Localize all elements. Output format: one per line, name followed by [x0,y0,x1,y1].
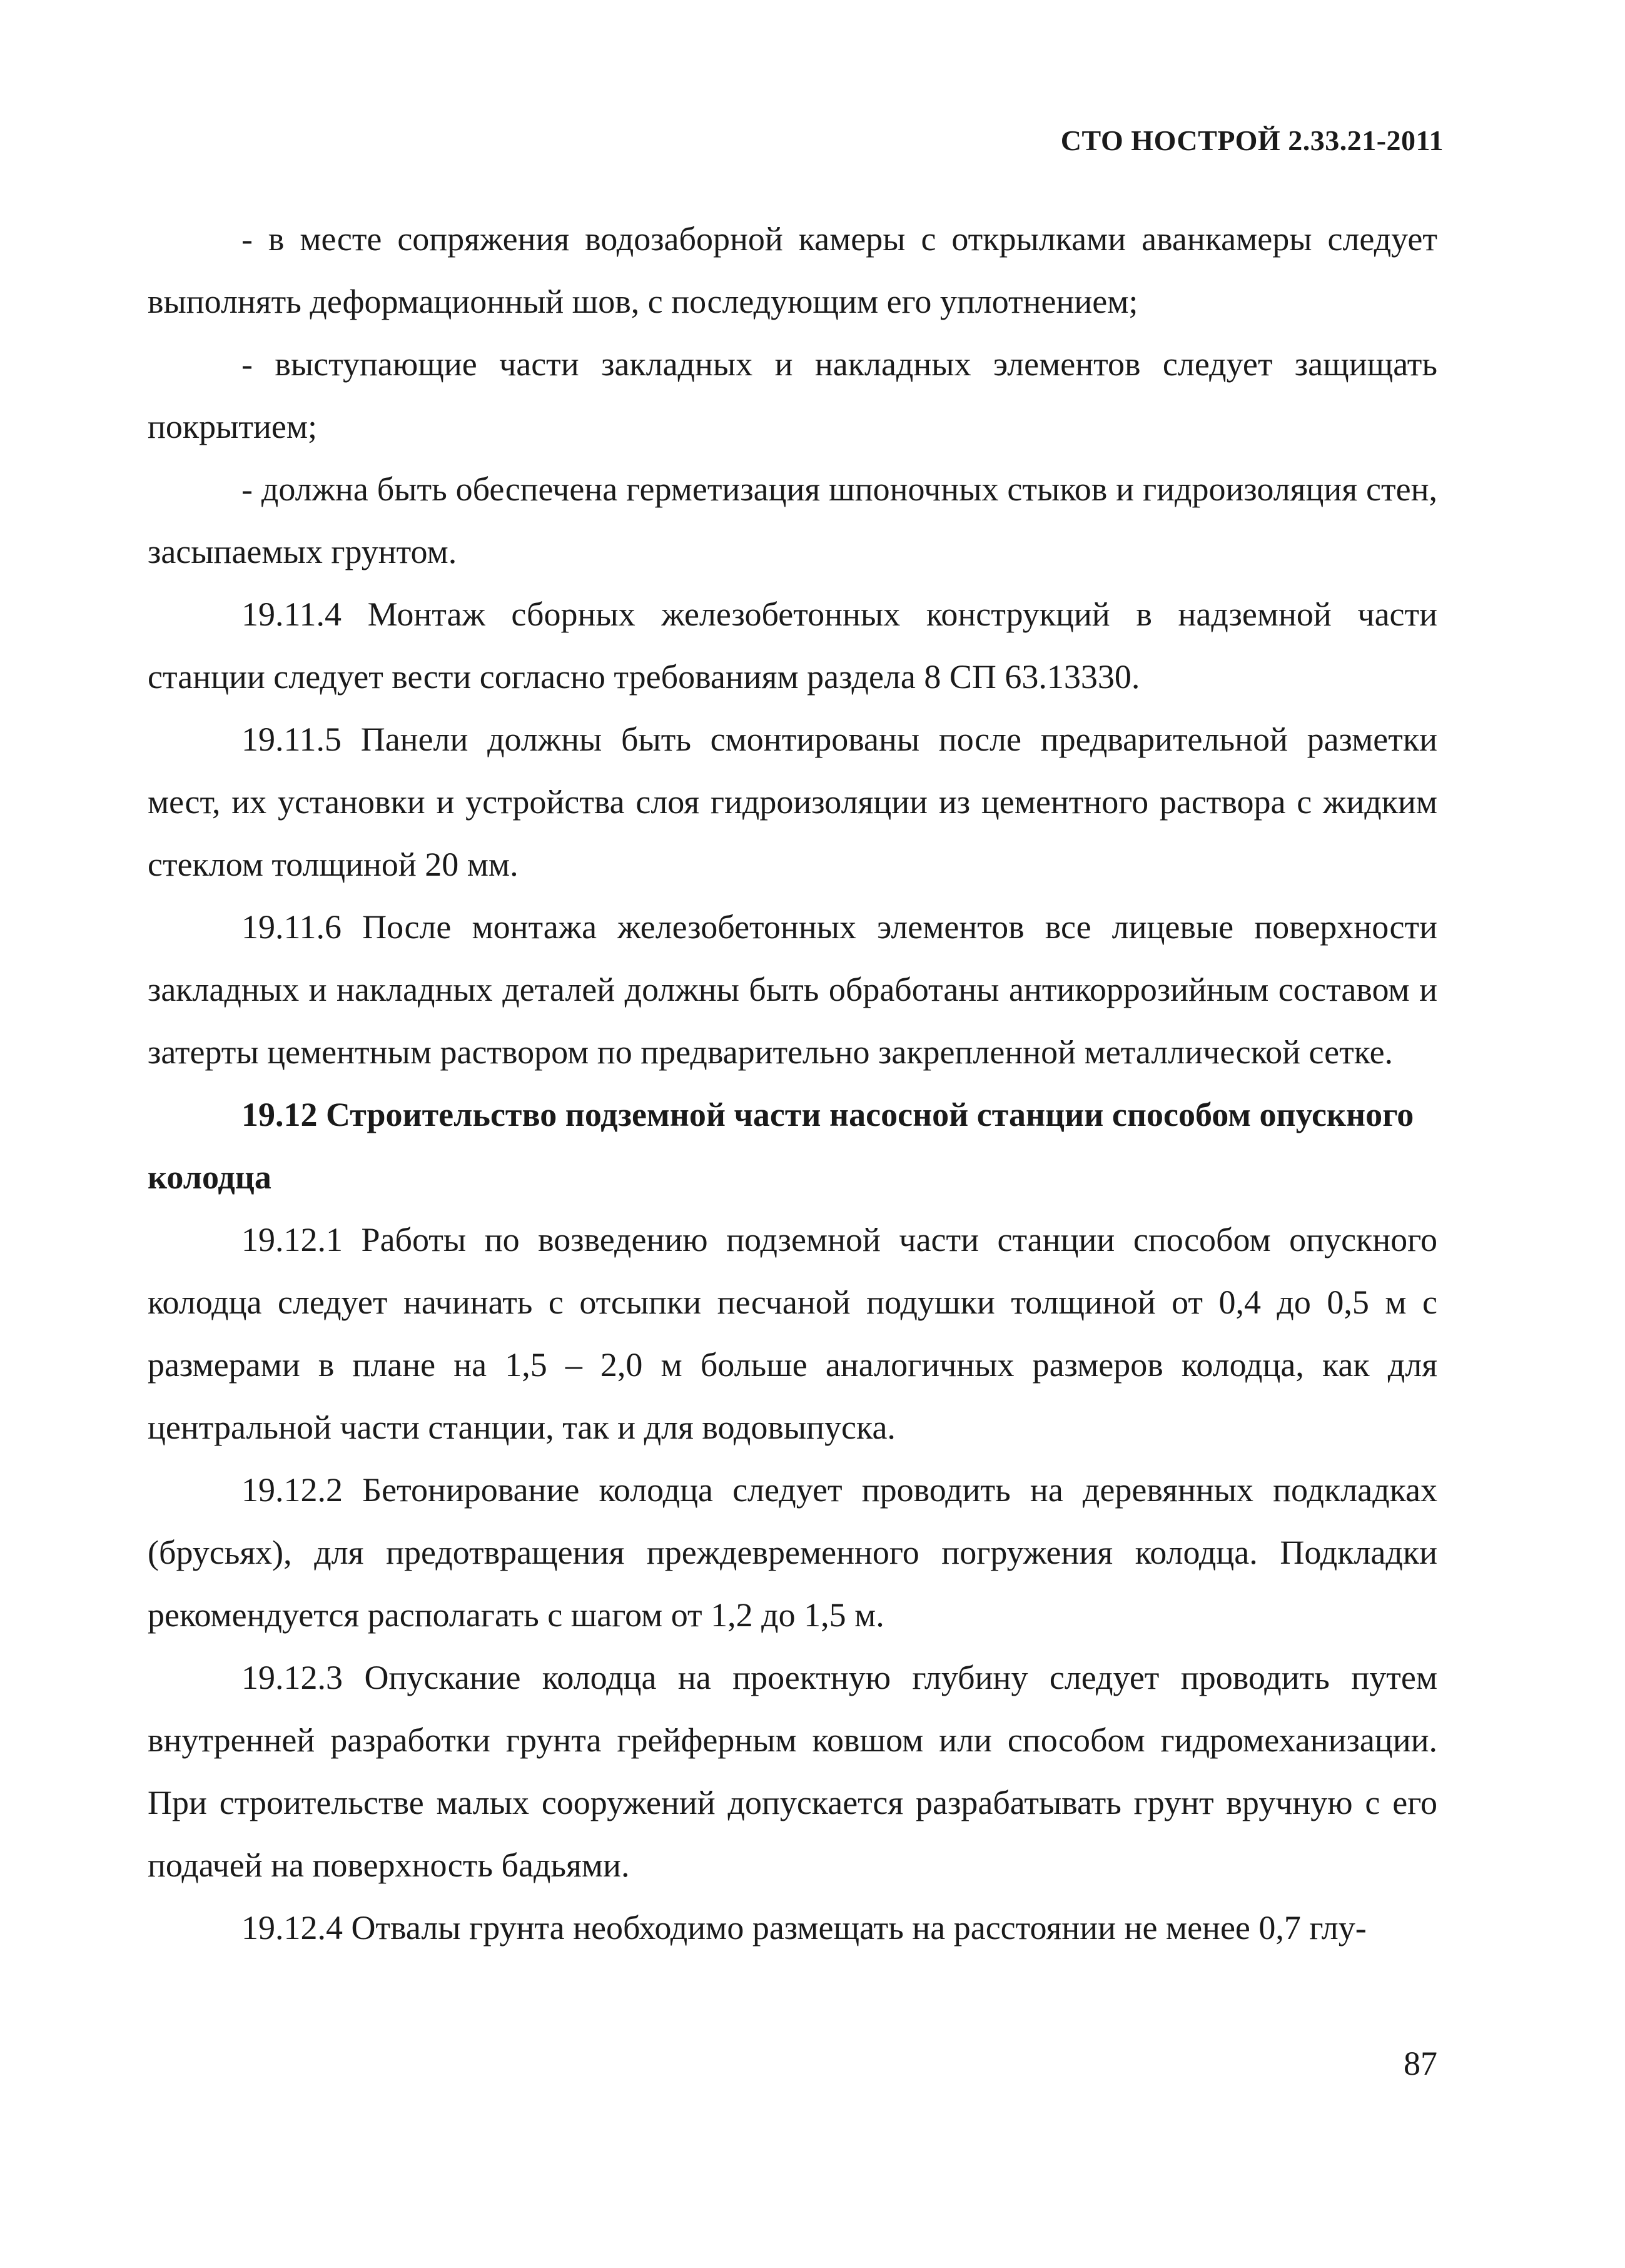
paragraph: 19.11.5 Панели должны быть смонтированы после предварительной разметки мест, их установки и устройства слоя гидроизоляции из цементного раствора с жидким стеклом толщиной 20 мм. [148,721,1437,883]
document-header: СТО НОСТРОЙ 2.33.21-2011 [1060,124,1444,156]
paragraph: - должна быть обеспечена герметизация шпоночных стыков и гидроизоляция стен, засыпаемых грунтом. [148,470,1437,570]
page-content [148,208,1437,1959]
paragraph: 19.11.6 После монтажа железобетонных элементов все лицевые поверхности закладных и накладных деталей должны быть обработаны антикоррозийным составом и затерты цементным раствором по предварительно закрепленной металлической сетке. [148,908,1437,1071]
paragraph: - выступающие части закладных и накладных элементов следует защищать покрытием; [148,345,1437,445]
paragraph: 19.11.4 Монтаж сборных железобетонных конструкций в надземной части станции следует вести согласно требованиям раздела 8 СП 63.13330. [148,595,1437,696]
page-number: 87 [1404,2045,1437,2082]
paragraph: 19.12.1 Работы по возведению подземной части станции способом опускного колодца следует начинать с отсыпки песчаной подушки толщиной от 0,4 до 0,5 м с размерами в плане на 1,5 – 2,0 м больше аналогичных размеров колодца, как для центральной части станции, так и для водовыпуска. [148,1221,1437,1446]
paragraph: 19.12.3 Опускание колодца на проектную глубину следует проводить путем внутренней разработки грунта грейферным ковшом или способом гидромеханизации. При строительстве малых сооружений допускается разрабатывать грунт вручную с его подачей на поверхность бадьями. [148,1659,1437,1884]
paragraph: 19.12.2 Бетонирование колодца следует проводить на деревянных подкладках (брусьях), для предотвращения преждевременного погружения колодца. Подкладки рекомендуется располагать с шагом от 1,2 до 1,5 м. [148,1471,1437,1634]
paragraph: 19.12.4 Отвалы грунта необходимо размещать на расстоянии не менее 0,7 глу- [241,1909,1367,1947]
section-heading: 19.12 Строительство подземной части насосной станции способом опускного колодца [148,1096,1414,1196]
paragraph: - в месте сопряжения водозаборной камеры с открылками аванкамеры следует выполнять деформационный шов, с последующим его уплотнением; [148,220,1437,320]
